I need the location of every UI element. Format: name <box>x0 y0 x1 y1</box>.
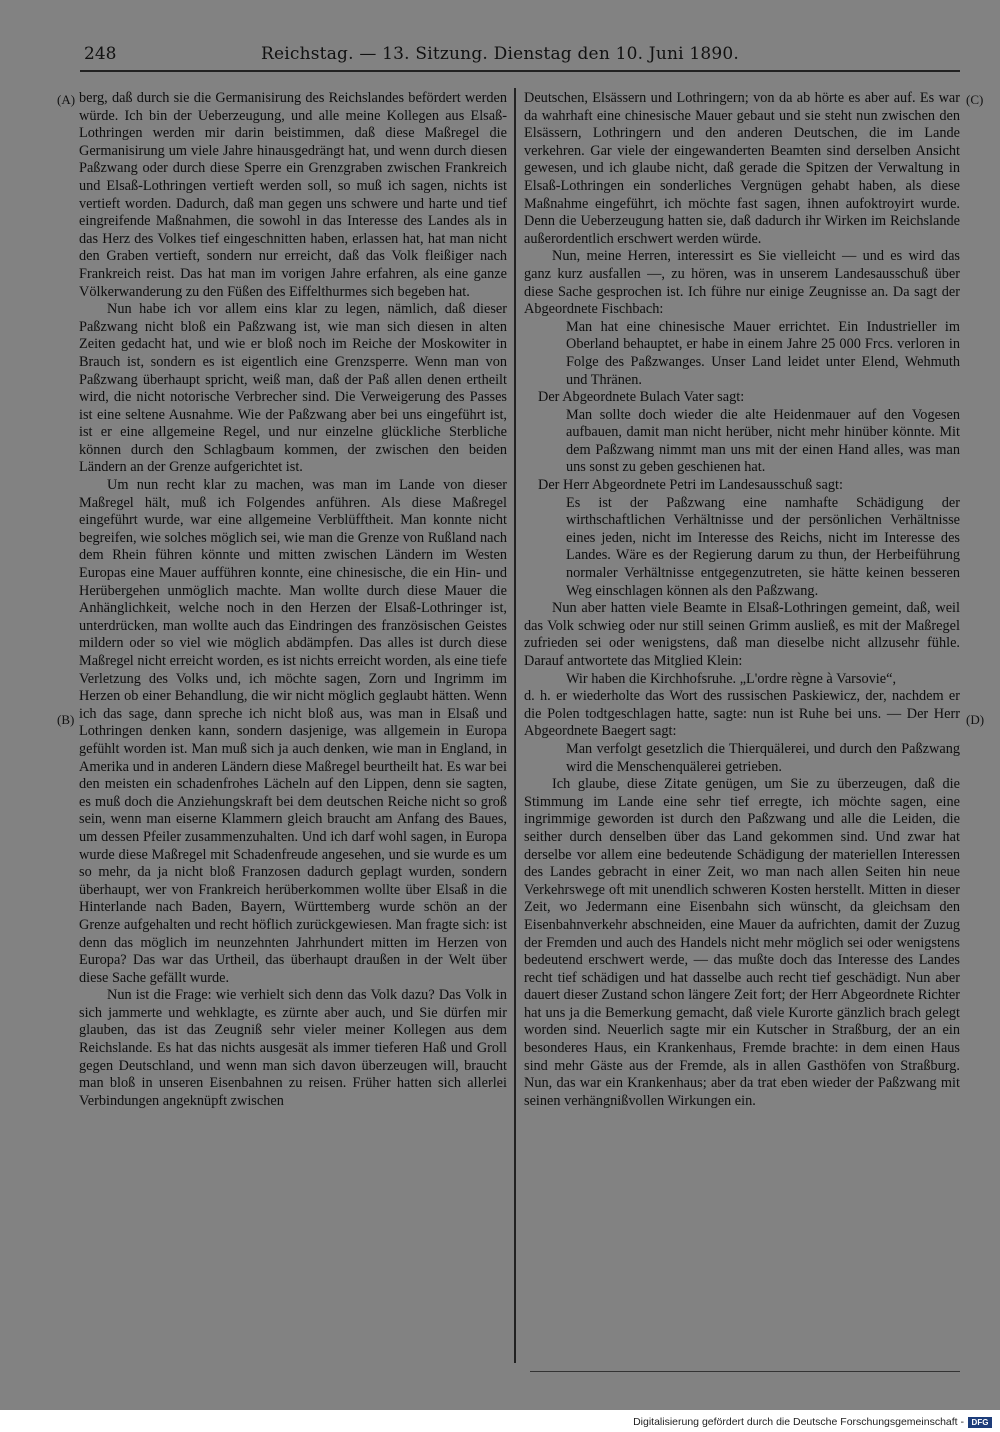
paragraph: Der Abgeordnete Bulach Vater sagt: <box>538 389 745 406</box>
running-title: Reichstag. — 13. Sitzung. Dienstag den 10. Juni 1890. <box>260 44 740 64</box>
footer-credit: Digitalisierung gefördert durch die Deutsche Forschungsgemeinschaft - <box>633 1416 964 1428</box>
paragraph: Nun habe ich vor allem eins klar zu legen, nämlich, daß dieser Paßzwang nicht bloß ein Paßzwang ist, wie man sich diesen in alten Zeiten gedacht hat, und wie er bloß noch im Reiche der Moskowiter in Brauch ist, sondern es ist eigentlich eine Grenzsperre. Wenn man von Paßzwang überhaupt spricht, weiß man, daß der Paß allen denen ertheilt wird, die nicht notorische Verbrecher sind. Die Verweigerung des Passes ist eine seltene Ausnahme. Wie der Paßzwang aber bei uns eingeführt ist, ist er eine allgemeine Regel, und nur einzelne glückliche Sterbliche können durch den Schlagbaum kommen, der zwischen den beiden Ländern an der Grenze aufgerichtet ist. <box>79 301 507 476</box>
paragraph: Nun aber hatten viele Beamte in Elsaß-Lothringen gemeint, daß, weil das Volk schwieg oder nur still seinen Grimm ausließ, es mit der Maßregel zufrieden sei oder wenigstens, daß man dieselbe nicht allzusehr fühle. Darauf antwortete das Mitglied Klein: <box>524 600 960 669</box>
page-header <box>60 44 940 72</box>
margin-marker-b: (B) <box>57 712 75 727</box>
column-divider <box>514 88 516 1363</box>
margin-marker-a: (A) <box>57 92 76 107</box>
paragraph: Der Herr Abgeordnete Petri im Landesausschuß sagt: <box>538 477 843 494</box>
dfg-logo: DFG <box>968 1417 992 1428</box>
left-column <box>79 90 507 1110</box>
paragraph: Man hat eine chinesische Mauer errichtet. Ein Industrieller im Oberland behauptet, er habe in einem Jahre 25 000 Frcs. verloren in Folge des Paßzwanges. Unser Land leidet unter Elend, Wehmuth und Thränen. <box>566 318 960 388</box>
paragraph: Es ist der Paßzwang eine namhafte Schädigung der wirthschaftlichen Verhältnisse und der persönlichen Verhältnisse eines jeden, nicht im Interesse des Reichs, nicht im Interesse des Landes. Wäre es der Regierung darum zu thun, der Herbeiführung normaler Verhältnisse entgegenzutreten, sie hätte keinen besseren Weg einschlagen können als den Paßzwang. <box>566 494 960 599</box>
paragraph: Wir haben die Kirchhofsruhe. „L'ordre règne à Varsovie“, <box>566 670 897 687</box>
margin-marker-c: (C) <box>966 92 984 107</box>
header-rule <box>80 70 960 72</box>
paragraph: Deutschen, Elsässern und Lothringern; von da ab hörte es aber auf. Es war da wahrhaft eine chinesische Mauer gebaut und sie steht nun zwischen den Elsässern, Lothringern und den anderen Deutschen, die im Lande verkehren. Gar viele der eingewanderten Beamten sind derselben Ansicht gewesen, und ich glaube nicht, daß gerade die Spitzen der Verwaltung in Elsaß-Lothringen ein sonderliches Vergnügen gehabt haben, als diese Maßnahme eingeführt, ich möchte fast sagen, ihnen aufoktroyirt wurde. Denn die Ueberzeugung hatten sie, daß dadurch ihr Wirken im Reichslande außerordentlich erschwert werden würde. <box>524 90 960 247</box>
bottom-rule <box>530 1371 960 1372</box>
paragraph: Um nun recht klar zu machen, was man im Lande von dieser Maßregel hält, muß ich Folgendes anführen. Als diese Maßregel eingeführt wurde, war eine allgemeine Verblüfftheit. Man konnte nicht begreifen, wie solches möglich sei, wie man die Grenze von Rußland nach dem Rhein führen könnte und mitten zwischen Ländern im Westen Europas eine Mauer aufführen konnte, eine chinesische, die ein Hin- und Herübergehen unmöglich machte. Man wollte durch diese Mauer die Anhänglichkeit, welche noch in den Herzen der Elsaß-Lothringer ist, unterdrücken, man wollte auch das Eindringen des französischen Geistes mildern oder so viel wie möglich abdämpfen. Das alles ist durch diese Maßregel nicht erreicht worden, es ist nichts erreicht worden, als eine tiefe Verletzung des Volks und, ich möchte sagen, Zorn und Ingrimm im Herzen ob einer Behandlung, die wir nicht möglich geglaubt hätten. Wenn ich das sage, dann spreche ich nicht bloß aus, was man in Elsaß und Lothringen denken kann, sondern dasjenige, was allgemein in Europa gefühlt worden ist. Man muß sich ja auch denken, wie man in England, in Amerika und in anderen Ländern diese Maßregel beurtheilt hat. Es war bei den meisten ein schadenfrohes Lächeln auf den Lippen, denn sie sagten, es muß doch die Anziehungskraft bei dem deutschen Reiche nicht so groß sein, wenn man eiserne Klammern gleich braucht am Anfang des Baues, um dessen Pfeiler zusammenzuhalten. Und ich darf wohl sagen, in Europa wurde diese Maßregel mit Schadenfreude angesehen, und sie wurde es um so mehr, da ja nicht bloß Franzosen dadurch geplagt wurden, sondern überhaupt, wer von Frankreich herüberkommen wollte über Elsaß in die Hinterlande nach Baden, Bayern, Württemberg wurde schön an der Grenze aufgehalten und recht höflich zurückgewiesen. Man fragte sich: ist denn das möglich im neunzehnten Jahrhundert mitten im Herzen von Europa? Das war das Urtheil, das überhaupt draußen in der Welt über diese Sache gefällt wurde. <box>79 477 507 986</box>
page-number: 248 <box>84 44 117 64</box>
margin-marker-d: (D) <box>966 712 985 727</box>
paragraph: Nun ist die Frage: wie verhielt sich denn das Volk dazu? Das Volk in sich jammerte und wehklagte, es zürnte aber auch, und Sie dürfen mir glauben, das ist das Zeugniß sehr vieler meiner Kollegen aus dem Reichslande. Es hat das nichts ausgesät als immer tieferen Haß und Groll gegen Deutschland, und wenn man sich davon überzeugen will, braucht man bloß in unseren Eisenbahnen zu reisen. Früher hatten sich allerlei Verbindungen angeknüpft zwischen <box>79 987 507 1109</box>
paragraph: Man sollte doch wieder die alte Heidenmauer auf den Vogesen aufbauen, damit man nicht herüber, nicht mehr hinüber könnte. Mit dem Paßzwang nimmt man uns mit der einen Hand alles, was man uns sonst zu geben geschienen hat. <box>566 406 960 476</box>
paragraph: d. h. er wiederholte das Wort des russischen Paskiewicz, der, nachdem er die Polen todtgeschlagen hatte, sagte: nun ist Ruhe bei uns. — Der Herr Abgeordnete Baegert sagt: <box>524 688 960 740</box>
paragraph: Nun, meine Herren, interessirt es Sie vielleicht — und es wird das ganz kurz ausfallen —, zu hören, was in unserem Landesausschuß über diese Sache gesprochen ist. Ich führe nur einige Zeugnisse an. Da sagt der Abgeordnete Fischbach: <box>524 248 960 318</box>
paragraph: berg, daß durch sie die Germanisirung des Reichslandes befördert werden würde. Ich bin der Ueberzeugung, und alle meine Kollegen aus Elsaß-Lothringen werden mir darin beistimmen, daß diese Maßregel die Germanisirung um viele Jahre hinausgedrängt hat, und wenn durch diesen Paßzwang oder durch diese Sperre ein Grenzgraben zwischen Frankreich und Elsaß-Lothringen vertieft werden soll, so muß ich sagen, nichts ist vertieft worden. Dadurch, daß man gegen uns schwere und harte und tief eingreifende Maßnahmen, die sowohl in das Interesse des Landes als in das Herz des Volkes tief eingeschnitten haben, erlassen hat, hat man nicht den Graben vertieft, sondern nur erreicht, daß das Volk fleißiger nach Frankreich reist. Das hat man im vorigen Jahre erfahren, als eine ganze Völkerwanderung zu den Füßen des Eiffelthurmes sich begeben hat. <box>79 90 507 300</box>
paragraph: Man verfolgt gesetzlich die Thierquälerei, und durch den Paßzwang wird die Menschenquälerei getrieben. <box>566 740 960 775</box>
right-column <box>524 90 960 1110</box>
paragraph: Ich glaube, diese Zitate genügen, um Sie zu überzeugen, daß die Stimmung im Lande eine sehr tief erregte, ich möchte sagen, eine ingrimmige geworden ist durch den Paßzwang und alle die Leiden, die seither durch denselben über das Land gekommen sind. Und zwar hat derselbe vor allem eine bedeutende Schädigung der materiellen Interessen des Landes gebracht in einer Zeit, wo man nach allen Seiten hin neue Verkehrswege oft mit unendlich schweren Kosten herstellt. Mitten in dieser Zeit, wo Jedermann eine Eisenbahn sich wünscht, da gleichsam den Eisenbahnverkehr abschneiden, eine Mauer da aufrichten, damit der Zuzug der Fremden und auch des Handels nicht mehr möglich sei oder wenigstens bedeutend erschwert werde, — das mußte doch das Interesse des Landes recht tief schädigen und hat dasselbe auch recht tief geschädigt. Nun aber dauert dieser Zustand schon längere Zeit fort; der Herr Abgeordnete Richter hat uns ja die Bemerkung gemacht, daß viele Kurorte gänzlich brach gelegt worden sind. Neuerlich sagte mir ein Kutscher in Straßburg, der an ein besonderes Haus, ein Krankenhaus, Fremde brachte: in dem einen Haus sind mehr Gäste aus der Fremde, als in allen Gasthöfen von Straßburg. Nun, das war ein Krankenhaus; aber da trat eben wieder der Paßzwang mit seinen verhängnißvollen Wirkungen ein. <box>524 776 960 1109</box>
digitization-footer <box>0 1414 1000 1432</box>
